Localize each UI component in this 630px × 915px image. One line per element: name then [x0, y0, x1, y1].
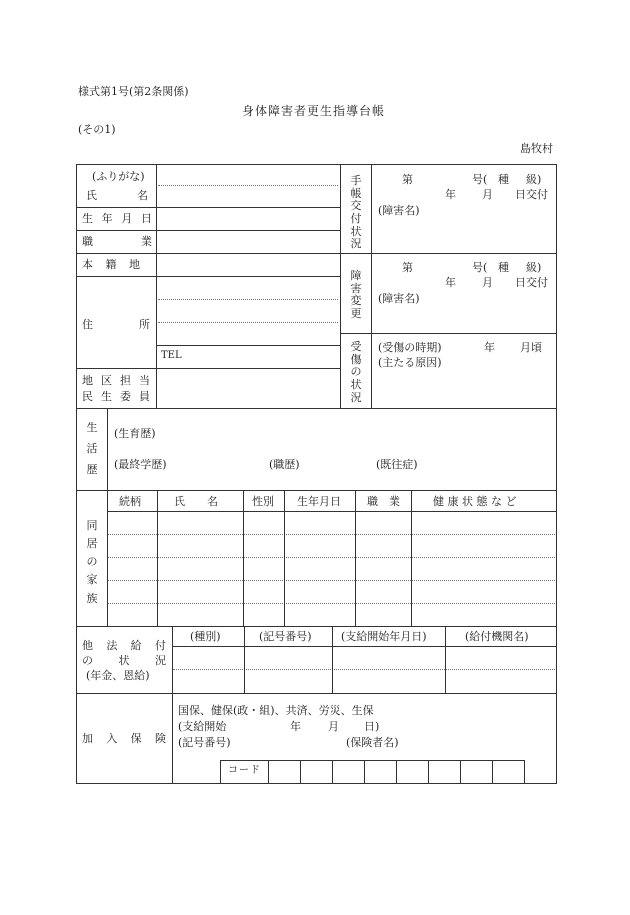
- name-label: 氏 名: [86, 189, 148, 202]
- form-title: 身体障害者更生指導台帳: [242, 104, 386, 118]
- education-label: (最終学歴): [114, 458, 167, 471]
- injury-year: 年: [484, 341, 495, 354]
- insurance-label: 加 入 保 険: [82, 732, 166, 745]
- municipality: 島牧村: [520, 142, 553, 155]
- commissioner-label-1: 地 区 担 当: [82, 374, 150, 387]
- family-col-occupation: 職 業: [367, 495, 400, 508]
- benefits-label-2: の 状 況: [82, 654, 166, 667]
- change-disability: (障害名): [378, 292, 420, 305]
- insurance-start: (支給開始: [178, 720, 227, 733]
- injury-time: (受傷の時期): [378, 341, 442, 354]
- family-col-relation: 続柄: [119, 495, 141, 508]
- benefits-label-3: (年金、恩給): [86, 669, 150, 682]
- family-col-sex: 性別: [252, 495, 274, 508]
- handbook-year: 年: [445, 188, 456, 201]
- change-no-prefix: 第: [402, 261, 413, 274]
- handbook-grade-type: 種: [498, 173, 509, 186]
- benefits-col-number: (記号番号): [259, 630, 312, 643]
- insurance-start-month: 月: [328, 720, 339, 733]
- handbook-month: 月: [482, 188, 493, 201]
- domicile-label: 本 籍 地: [82, 258, 140, 271]
- benefits-col-type: (種別): [190, 630, 221, 643]
- change-month: 月: [482, 276, 493, 289]
- injury-cause: (主たる原因): [378, 356, 442, 369]
- change-issue-day: 日交付: [515, 276, 548, 289]
- change-grade-type: 種: [498, 261, 509, 274]
- disability-change-label: 障 害 変 更: [350, 269, 362, 320]
- insurance-start-year: 年: [290, 720, 301, 733]
- medical-history-label: (既往症): [376, 458, 418, 471]
- birth-date-label: 生 年 月 日: [82, 212, 152, 225]
- family-col-name: 氏 名: [174, 495, 218, 508]
- handbook-issue-day: 日交付: [515, 188, 548, 201]
- benefits-label-1: 他 法 給 付: [82, 639, 166, 652]
- address-label: 住 所: [82, 318, 150, 331]
- form-part: (その1): [78, 123, 116, 136]
- insurer-name: (保険者名): [346, 736, 399, 749]
- family-label: 同 居 の 家 族: [86, 519, 98, 605]
- family-col-birthdate: 生年月日: [297, 495, 341, 508]
- upbringing-label: (生育歴): [114, 427, 156, 440]
- handbook-disability: (障害名): [378, 204, 420, 217]
- life-history-label: 生 活 歴: [86, 421, 98, 476]
- benefits-col-start: (支給開始年月日): [341, 630, 427, 643]
- career-label: (職歴): [269, 458, 300, 471]
- insurance-types: 国保、健保(政・組)、共済、労災、生保: [178, 704, 374, 717]
- family-col-health: 健 康 状 態 な ど: [433, 495, 517, 508]
- handbook-status-label: 手 帳 交 付 状 況: [350, 174, 362, 251]
- occupation-label: 職 業: [82, 235, 152, 248]
- commissioner-label-2: 民 生 委 員: [82, 390, 150, 403]
- tel-label: TEL: [161, 350, 182, 361]
- furigana-label: (ふりがな): [92, 170, 145, 183]
- change-grade-level: 級): [526, 261, 542, 274]
- insurance-number: (記号番号): [178, 736, 231, 749]
- handbook-no-prefix: 第: [402, 173, 413, 186]
- form-number: 様式第1号(第2条関係): [78, 85, 189, 98]
- change-no-suffix: 号(: [472, 261, 488, 274]
- injury-status-label: 受 傷 の 状 況: [350, 340, 362, 404]
- handbook-grade-level: 級): [526, 173, 542, 186]
- insurance-start-day: 日): [364, 720, 380, 733]
- change-year: 年: [445, 276, 456, 289]
- injury-month: 月頃: [520, 341, 542, 354]
- code-label: コード: [228, 765, 261, 776]
- benefits-col-agency: (給付機関名): [465, 630, 529, 643]
- handbook-no-suffix: 号(: [472, 173, 488, 186]
